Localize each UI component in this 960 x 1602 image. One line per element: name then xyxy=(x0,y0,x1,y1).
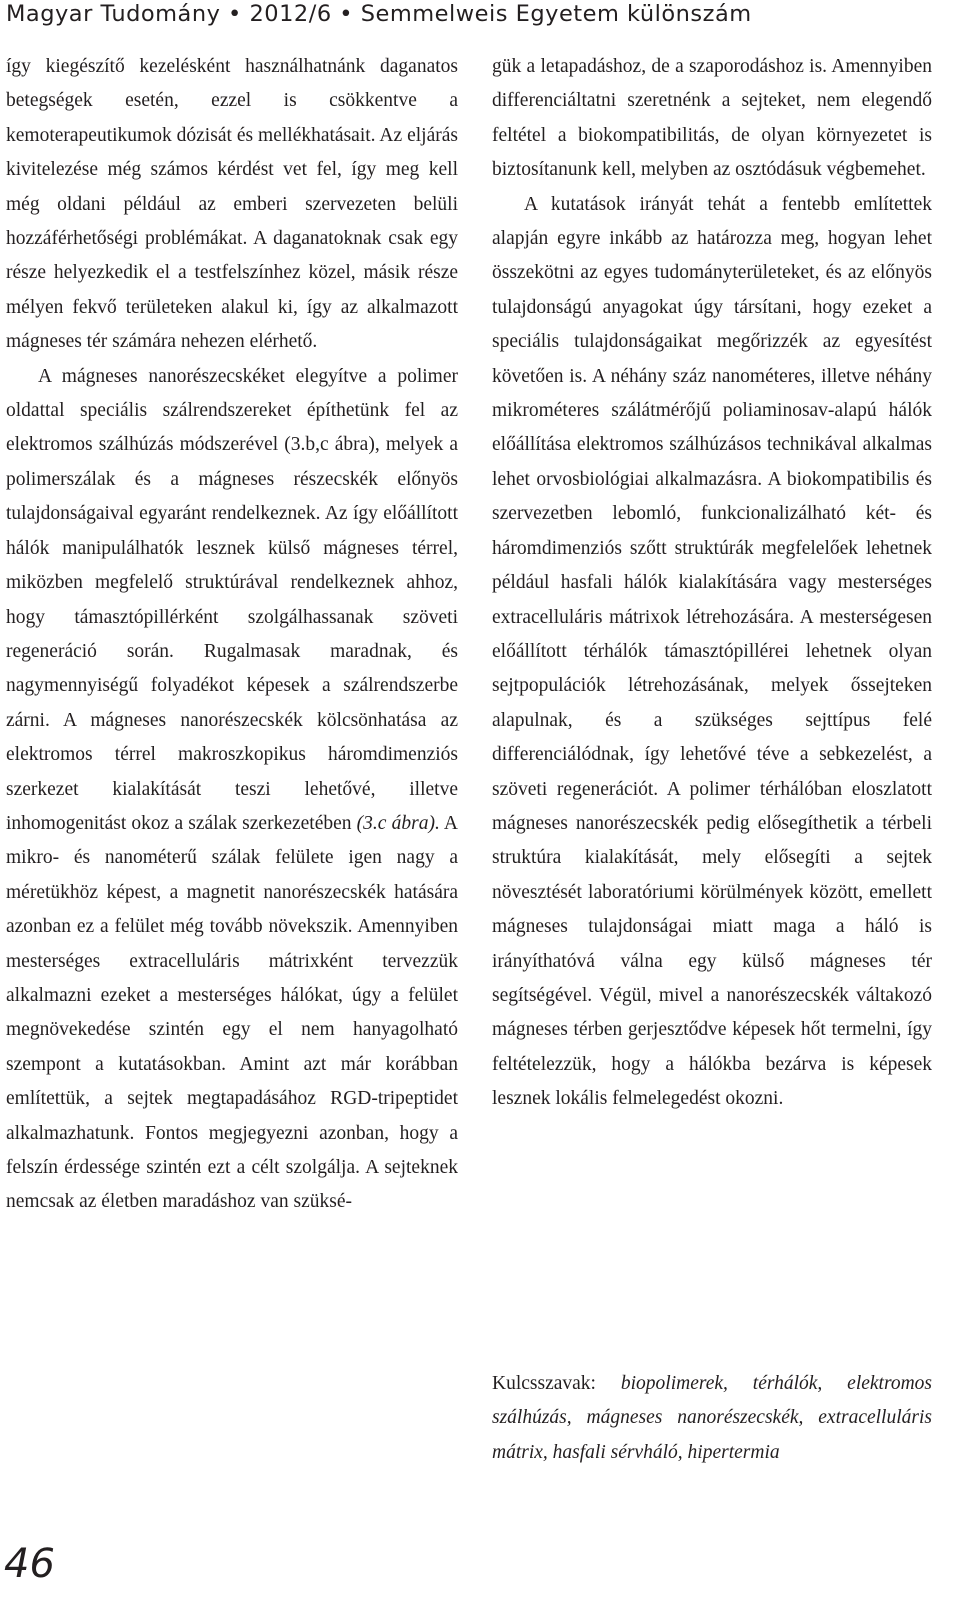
left-paragraph-2 xyxy=(6,360,458,1220)
left-column xyxy=(6,50,458,1220)
keywords-label: Kulcsszavak: xyxy=(492,1373,596,1394)
figure-reference: (3.c ábra). xyxy=(356,812,440,834)
keywords-list: biopolimerek, térhálók, elektromos szálhúzás, mágneses nanorészecskék, extracelluláris mátrix, hasfali sérvháló, hipertermia xyxy=(492,1373,933,1463)
running-header: Magyar Tudomány • 2012/6 • Semmelweis Egyetem különszám xyxy=(6,1,752,27)
right-paragraph-1: gük a letapadáshoz, de a szaporodáshoz is. Amennyiben differenciáltatni szeretnénk a sejteket, nem elegendő feltétel a biokompatibilitás, de olyan környezetet is biztosítanunk kell, melyben az osztódásuk végbemehet. xyxy=(492,56,932,181)
page-number: 46 xyxy=(4,1541,55,1587)
left-paragraph-1: így kiegészítő kezelésként használhatnánk daganatos betegségek esetén, ezzel is csökkentve a kemoterapeutikumok dózisát és mellékhatásait. Az eljárás kivitelezése még számos kérdést vet fel, így meg kell még oldani például az emberi szervezeten belüli hozzáférhetőségi problémákat. A daganatoknak csak egy része helyezkedik el a testfelszínhez közel, másik része mélyen fekvő területeken alakul ki, így az alkalmazott mágneses tér számára nehezen elérhető. xyxy=(6,56,458,353)
left-paragraph-2-text-b: A mikro- és nanométerű szálak felülete igen nagy a méretükhöz képest, a magnetit nanorészecskék hatására azonban ez a felület még tovább növekszik. Amennyiben mesterséges extracelluláris mátrixként tervezzük alkalmazni ezeket a mesterséges hálókat, úgy a felület megnövekedése szintén egy el nem hanyagolható szempont a kutatásokban. Amint azt már korábban említettük, a sejtek megtapadásához RGD-tripeptidet alkalmazhatunk. Fontos megjegyezni azonban, hogy a felszín érdessége szintén ezt a célt szolgálja. A sejteknek nemcsak az életben maradáshoz van szüksé- xyxy=(6,812,458,1213)
keywords-block xyxy=(492,1367,932,1470)
left-paragraph-2-text-a: A mágneses nanorészecskéket elegyítve a polimer oldattal speciális szálrendszereket építhetünk fel az elektromos szálhúzás módszerével (3.b,c ábra), melyek a polimerszálak és a mágneses részecskék előnyös tulajdonságaival egyaránt rendelkeznek. Az így előállított hálók manipulálhatók lesznek külső mágneses térrel, miközben megfelelő struktúrával rendelkeznek ahhoz, hogy támasztópillérként szolgálhassanak szöveti regeneráció során. Rugalmasak maradnak, és nagymennyiségű folyadékot képesek a szálrendszerbe zárni. A mágneses nanorészecskék kölcsönhatása az elektromos térrel makroszkopikus háromdimenziós szerkezet kialakítását teszi lehetővé, illetve inhomogenitást okoz a szálak szerkezetében xyxy=(6,365,458,834)
right-column xyxy=(492,50,932,1117)
right-paragraph-2: A kutatások irányát tehát a fentebb említettek alapján egyre inkább az határozza meg, hogyan lehet összekötni az egyes tudományterületeket, és az előnyös tulajdonságú anyagokat úgy társítani, hogy ezeket a speciális tulajdonságaikat megőrizzék az egyesítést követően is. A néhány száz nanométeres, illetve néhány mikrométeres szálátmérőjű poliaminosav-alapú hálók előállítása elektromos szálhúzásos technikával alkalmas lehet orvosbiológiai alkalmazásra. A biokompatibilis és szervezetben lebomló, funkcionalizálható két- és háromdimenziós szőtt struktúrák megfelelőek lehetnek például hasfali hálók kialakítására vagy mesterséges extracelluláris mátrixok létrehozására. A mesterségesen előállított térhálók támasztópillérei lehetnek olyan sejtpopulációk létrehozásának, melyek őssejteken alapulnak, és a szükséges sejttípus felé differenciálódnak, így lehetővé téve a sebkezelést, a szöveti regenerációt. A polimer térhálóban eloszlatott mágneses nanorészecskék pedig elősegíthetik a térbeli struktúra kialakítását, mely elősegíti a sejtek növesztését laboratóriumi körülmények között, emellett mágneses tulajdonságai miatt maga a háló is irányíthatóvá válna egy külső mágneses tér segítségével. Végül, mivel a nanorészecskék váltakozó mágneses térben gerjesztődve képesek hőt termelni, így feltételezzük, hogy a hálókba bezárva is képesek lesznek lokális felmelegedést okozni. xyxy=(492,193,932,1110)
